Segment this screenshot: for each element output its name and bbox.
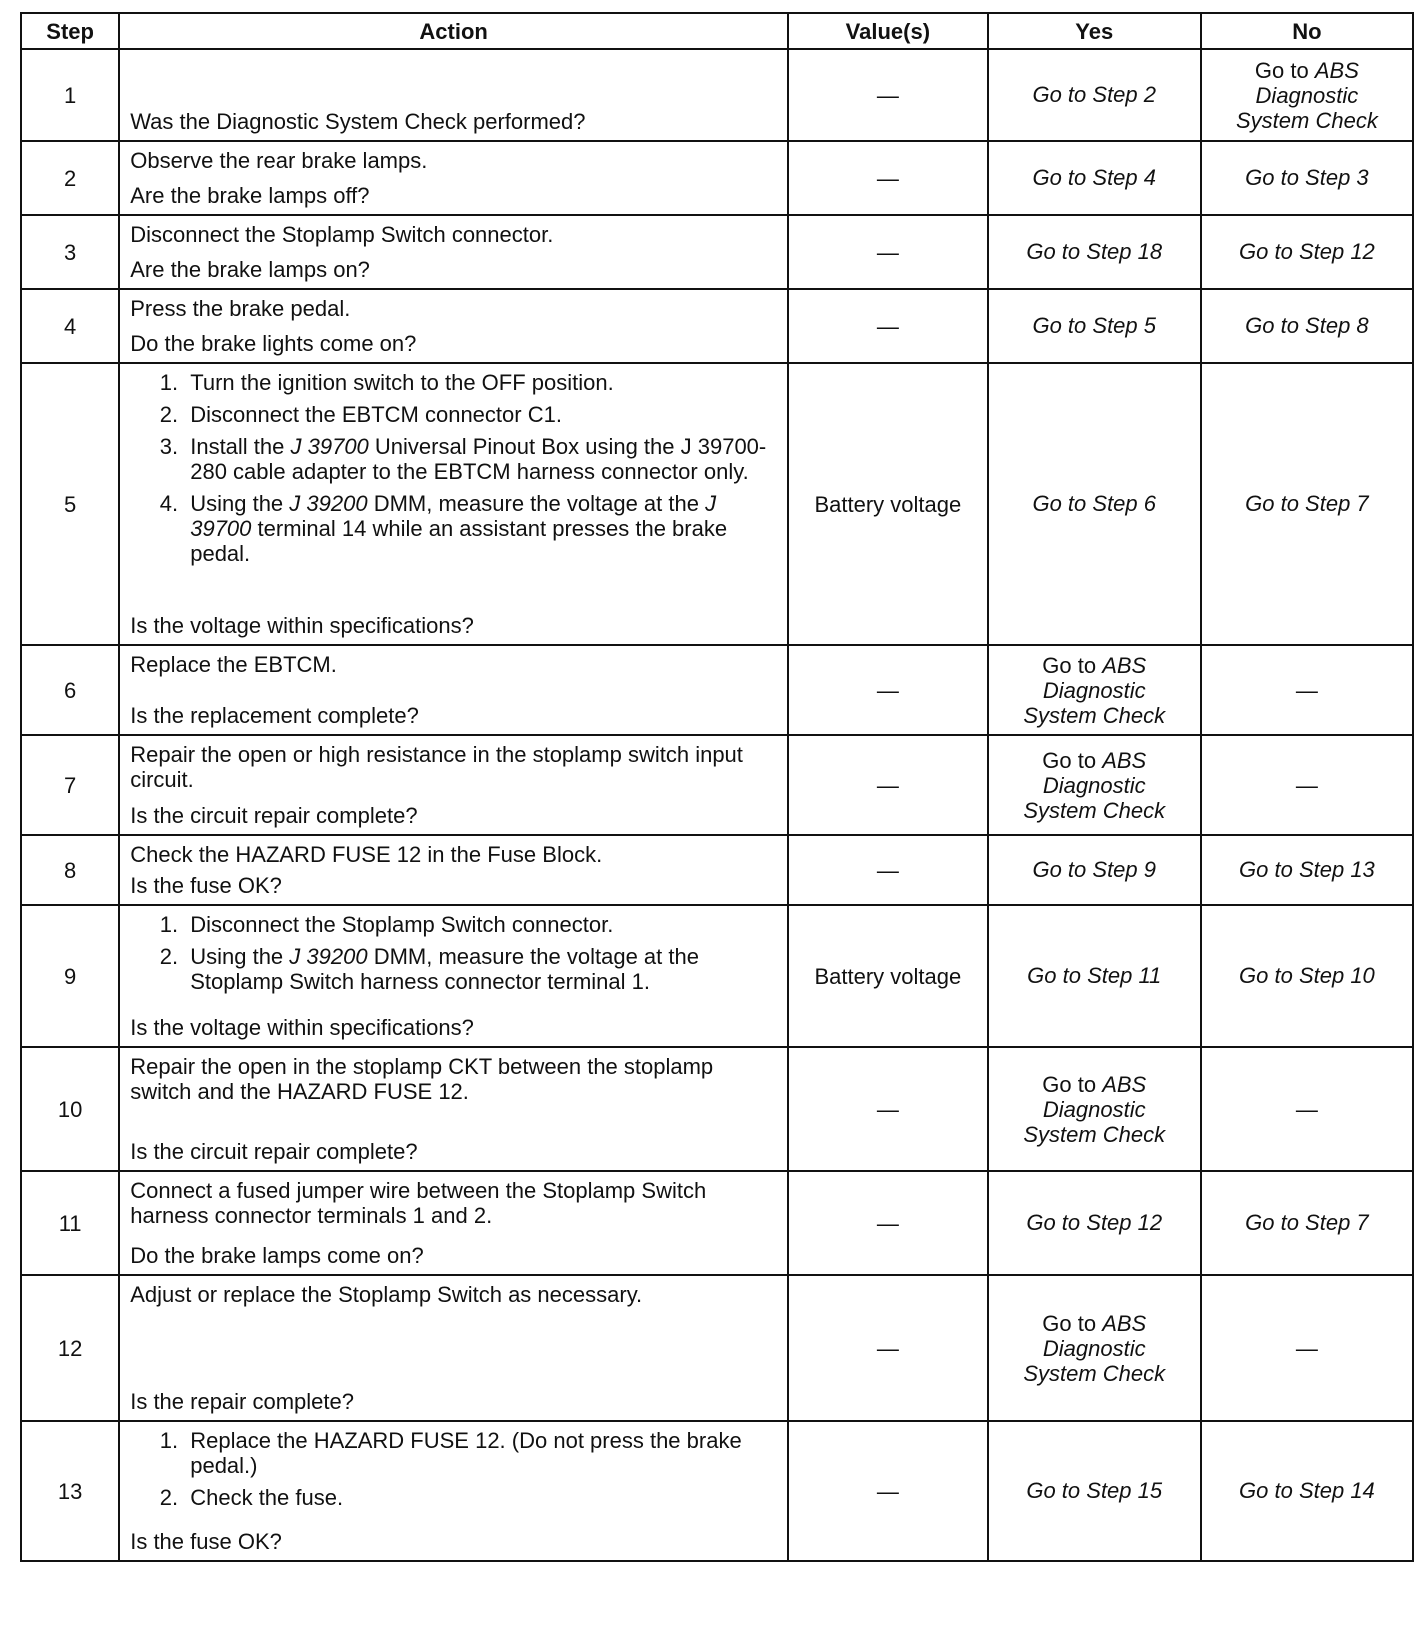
header-values: Value(s) [788,13,988,49]
goto-target-line: System Check [1023,702,1166,728]
goto-link: Go to Step 13 [1239,856,1375,882]
value-cell: Battery voltage [788,363,988,645]
action-content [130,56,779,134]
no-cell [1201,289,1413,363]
substep-text: Install the [190,434,291,459]
value-cell: — [788,645,988,735]
action-cell [119,905,788,1047]
action-question: Is the circuit repair complete? [130,1139,418,1164]
substep-text: Disconnect the EBTCM connector C1. [190,402,562,427]
goto-prefix: Go to [1042,747,1097,773]
goto-link: Go to Step 14 [1239,1477,1375,1503]
substep-list [130,912,779,994]
action-content [130,1054,779,1164]
table-row [21,645,1413,735]
value-cell: Battery voltage [788,905,988,1047]
goto-link: Go to Step 7 [1245,490,1369,516]
substep-text: Check the fuse. [190,1485,344,1510]
action-question: Are the brake lamps off? [130,183,370,208]
action-cell [119,1421,788,1561]
step-number: 10 [21,1047,119,1171]
diagnostic-table [20,12,1414,1562]
action-steps [130,370,779,573]
action-instructions [130,148,779,173]
action-question: Do the brake lights come on? [130,331,417,356]
yes-cell [988,645,1201,735]
no-cell [1201,1047,1413,1171]
goto-target-line: Diagnostic [1042,772,1146,798]
no-cell [1201,49,1413,141]
goto-prefix: Go to [1042,1071,1097,1097]
tool-ref: J 39200 [289,944,368,969]
value-cell: — [788,735,988,835]
substep-text: Using the [190,491,290,516]
substep-item [184,370,779,395]
yes-cell [988,1421,1201,1561]
step-number: 11 [21,1171,119,1275]
goto-link: Go to Step 18 [1026,238,1163,264]
table-row [21,1047,1413,1171]
action-content [130,1178,779,1268]
action-cell [119,49,788,141]
step-number: 12 [21,1275,119,1421]
action-content [130,1428,779,1554]
yes-cell [988,1171,1201,1275]
no-cell [1201,1421,1413,1561]
step-number: 1 [21,49,119,141]
no-cell [1201,141,1413,215]
header-action: Action [119,13,788,49]
substep-item [184,491,779,566]
action-instructions [130,1054,779,1104]
action-instruction: Repair the open or high resistance in the stoplamp switch input circuit. [130,742,743,792]
table-row [21,835,1413,905]
step-number: 2 [21,141,119,215]
action-cell [119,835,788,905]
value-cell: — [788,1171,988,1275]
action-cell [119,141,788,215]
goto-target-line: Diagnostic [1042,677,1146,703]
tool-ref: J 39700 [290,434,369,459]
goto-target: ABS [1102,652,1147,678]
no-cell [1201,905,1413,1047]
goto-link: Go to Step 2 [1032,81,1156,107]
action-content [130,370,779,638]
action-question: Are the brake lamps on? [130,257,370,282]
no-cell [1201,215,1413,289]
no-cell [1201,1171,1413,1275]
action-question: Is the fuse OK? [130,1529,282,1554]
table-row [21,215,1413,289]
goto-target-line: System Check [1236,107,1378,133]
substep-text: Replace the HAZARD FUSE 12. (Do not press the brake pedal.) [190,1428,742,1478]
goto-target: ABS [1314,57,1359,83]
yes-goto-line [995,748,1194,773]
goto-link: Go to Step 3 [1245,164,1369,190]
goto-link: Go to Step 12 [1026,1209,1163,1235]
goto-link: Go to Step 11 [1027,962,1162,988]
no-cell [1201,363,1413,645]
value-cell: — [788,49,988,141]
goto-prefix: Go to [1042,1310,1097,1336]
step-number: 8 [21,835,119,905]
yes-goto-line [995,1072,1194,1097]
yes-cell [988,835,1201,905]
table-body [21,49,1413,1561]
no-cell [1201,645,1413,735]
dash-mark: — [1295,1096,1318,1122]
goto-link: Go to Step 15 [1026,1477,1163,1503]
table-row [21,363,1413,645]
step-number: 13 [21,1421,119,1561]
action-instruction: Press the brake pedal. [130,296,351,321]
substep-text: Universal Pinout Box using the J 39700-280 cable adapter to the EBTCM harness connector only. [190,434,767,484]
goto-link: Go to Step 8 [1245,312,1369,338]
tool-ref: J 39200 [289,491,368,516]
value-cell: — [788,1275,988,1421]
step-number: 9 [21,905,119,1047]
table-row [21,289,1413,363]
goto-link: Go to Step 6 [1032,490,1156,516]
goto-target-line: System Check [1023,797,1166,823]
goto-target-line: Diagnostic [1042,1335,1146,1361]
dash-mark: — [1295,677,1318,703]
action-instructions [130,742,779,792]
yes-cell [988,735,1201,835]
action-content [130,742,779,828]
substep-text: DMM, measure the voltage at the Stoplamp Switch harness connector terminal 1. [190,944,699,994]
action-instruction: Disconnect the Stoplamp Switch connector. [130,222,554,247]
action-instruction: Adjust or replace the Stoplamp Switch as necessary. [130,1282,643,1307]
action-instruction: Repair the open in the stoplamp CKT between the stoplamp switch and the HAZARD FUSE 12. [130,1054,714,1104]
action-content [130,842,779,898]
action-content [130,912,779,1040]
goto-link: Go to Step 5 [1032,312,1156,338]
table-row [21,1171,1413,1275]
action-cell [119,289,788,363]
value-cell: — [788,835,988,905]
tool-ref: J 39700 [190,491,717,541]
dash-mark: — [1295,1335,1318,1361]
header-yes: Yes [988,13,1201,49]
substep-list [130,1428,779,1510]
dash-mark: — [1295,772,1318,798]
action-cell [119,363,788,645]
goto-target-line: Diagnostic [1042,1096,1146,1122]
goto-target-line: Diagnostic [1255,82,1359,108]
goto-prefix: Go to [1042,652,1097,678]
table-row [21,735,1413,835]
action-question: Was the Diagnostic System Check performed? [130,109,586,134]
no-cell [1201,835,1413,905]
substep-text: DMM, measure the voltage at the [367,491,706,516]
action-content [130,652,779,728]
action-question: Do the brake lamps come on? [130,1243,424,1268]
action-question: Is the voltage within specifications? [130,613,474,638]
goto-target-line: System Check [1023,1360,1166,1386]
no-cell [1201,735,1413,835]
table-row [21,49,1413,141]
yes-goto-line [995,1311,1194,1336]
action-instruction: Connect a fused jumper wire between the Stoplamp Switch harness connector terminals 1 and 2. [130,1178,707,1228]
action-cell [119,1171,788,1275]
action-instruction: Replace the EBTCM. [130,652,337,677]
value-cell: — [788,141,988,215]
action-question: Is the fuse OK? [130,873,282,898]
action-content [130,222,779,282]
table-row [21,1275,1413,1421]
action-steps [130,912,779,1001]
substep-item [184,1428,779,1478]
action-instructions [130,222,779,247]
yes-cell [988,905,1201,1047]
value-cell: — [788,215,988,289]
table-header-row [21,13,1413,49]
substep-item [184,912,779,937]
action-cell [119,645,788,735]
action-instructions [130,296,779,321]
yes-cell [988,1047,1201,1171]
table-row [21,1421,1413,1561]
step-number: 4 [21,289,119,363]
yes-cell [988,49,1201,141]
yes-goto-line [995,653,1194,678]
goto-target: ABS [1102,1310,1147,1336]
substep-text: Using the [190,944,290,969]
action-spacer [130,56,779,81]
goto-link: Go to Step 12 [1239,238,1375,264]
goto-link: Go to Step 4 [1032,164,1156,190]
action-question: Is the circuit repair complete? [130,803,418,828]
action-instructions [130,842,779,867]
goto-target: ABS [1102,1071,1147,1097]
yes-cell [988,215,1201,289]
no-cell [1201,1275,1413,1421]
yes-cell [988,1275,1201,1421]
action-steps [130,1428,779,1517]
yes-cell [988,141,1201,215]
substep-item [184,1485,779,1510]
action-cell [119,215,788,289]
action-content [130,148,779,208]
substep-item [184,434,779,484]
goto-link: Go to Step 7 [1245,1209,1369,1235]
substep-item [184,402,779,427]
step-number: 7 [21,735,119,835]
step-number: 3 [21,215,119,289]
goto-link: Go to Step 9 [1032,856,1156,882]
substep-text: Turn the ignition switch to the OFF position. [190,370,614,395]
action-question: Is the voltage within specifications? [130,1015,474,1040]
action-question: Is the repair complete? [130,1389,354,1414]
goto-target-line: System Check [1023,1121,1166,1147]
substep-text: Disconnect the Stoplamp Switch connector. [190,912,614,937]
action-instructions [130,652,779,677]
header-no: No [1201,13,1413,49]
yes-cell [988,289,1201,363]
no-goto-line [1208,58,1406,83]
table-row [21,141,1413,215]
action-instructions [130,1282,779,1307]
value-cell: — [788,1421,988,1561]
value-cell: — [788,1047,988,1171]
header-step: Step [21,13,119,49]
substep-item [184,944,779,994]
yes-cell [988,363,1201,645]
action-instructions [130,1178,779,1228]
action-cell [119,735,788,835]
goto-target: ABS [1102,747,1147,773]
goto-link: Go to Step 10 [1239,962,1375,988]
step-number: 5 [21,363,119,645]
value-cell: — [788,289,988,363]
action-instruction: Check the HAZARD FUSE 12 in the Fuse Block. [130,842,603,867]
substep-list [130,370,779,566]
goto-prefix: Go to [1254,57,1309,83]
substep-text: terminal 14 while an assistant presses the brake pedal. [190,516,728,566]
step-number: 6 [21,645,119,735]
action-content [130,1282,779,1414]
action-cell [119,1047,788,1171]
action-question: Is the replacement complete? [130,703,419,728]
table-row [21,905,1413,1047]
action-instruction: Observe the rear brake lamps. [130,148,428,173]
action-content [130,296,779,356]
action-cell [119,1275,788,1421]
